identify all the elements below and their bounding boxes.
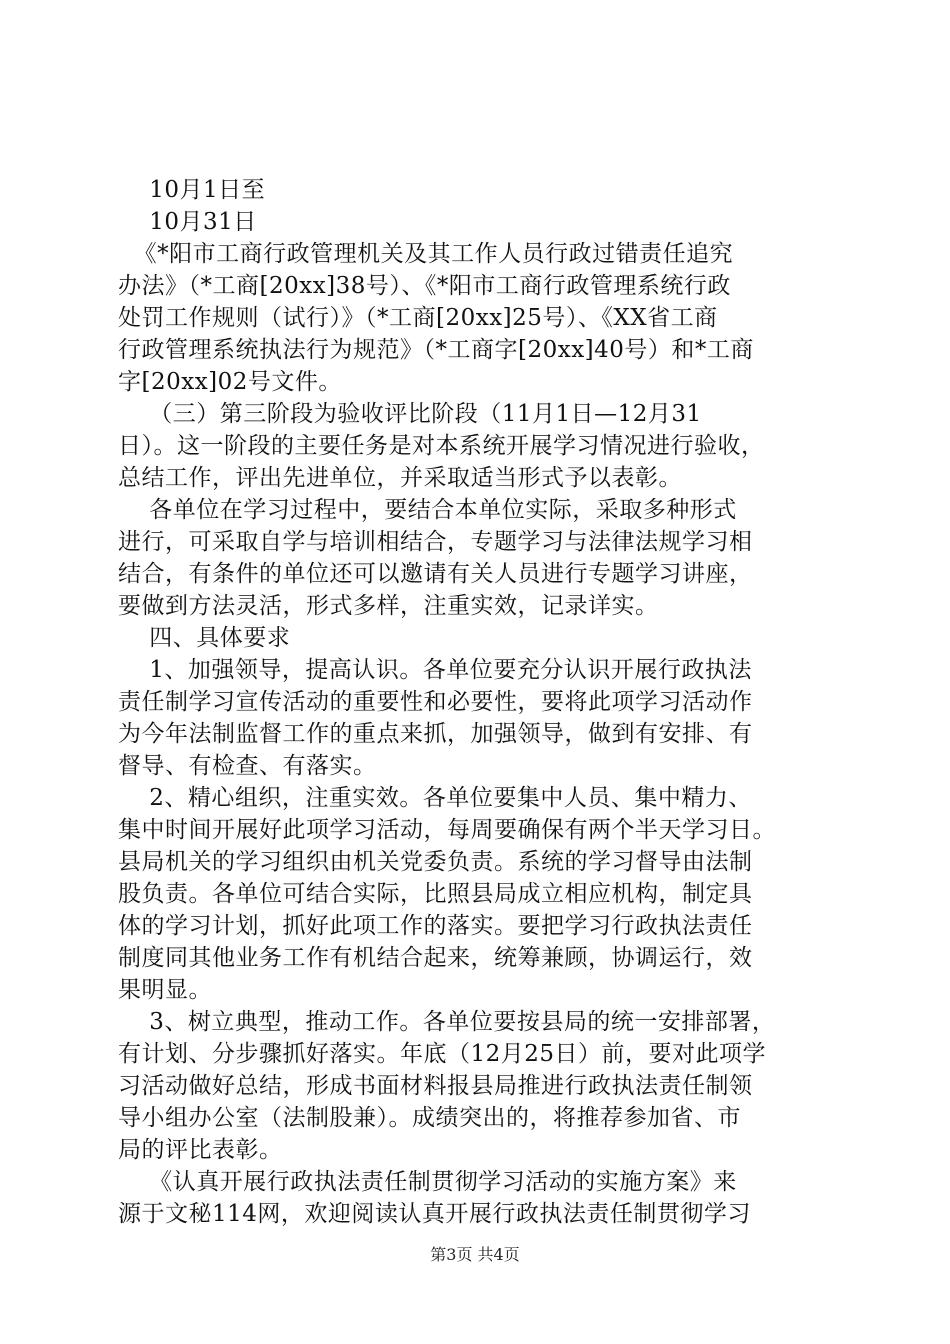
text-line: 《*阳市工商行政管理机关及其工作人员行政过错责任追究 [118,241,734,267]
text-line: 处罚工作规则（试行）》（*工商[20xx]25号）、《XX省工商 [118,305,718,331]
text-line: 《认真开展行政执法责任制贯彻学习活动的实施方案》来 [118,1169,737,1195]
page-number-footer: 第3页 共4页 [430,1245,520,1264]
text-line: 源于文秘114网，欢迎阅读认真开展行政执法责任制贯彻学习 [118,1201,751,1227]
text-line: 10月31日 [118,209,257,235]
section-heading: 四、具体要求 [118,625,291,651]
text-line: （三）第三阶段为验收评比阶段（11月1日—12月31 [118,401,702,427]
text-line: 习活动做好总结，形成书面材料报县局推进行政执法责任制领 [118,1073,753,1099]
text-line: 集中时间开展好此项学习活动，每周要确保有两个半天学习日。 [118,817,776,843]
text-line: 有计划、分步骤抓好落实。年底（12月25日）前，要对此项学 [118,1041,767,1067]
text-line: 2、精心组织，注重实效。各单位要集中人员、集中精力、 [118,785,752,811]
text-line: 1、加强领导，提高认识。各单位要充分认识开展行政执法 [118,657,752,683]
text-line: 制度同其他业务工作有机结合起来，统筹兼顾，协调运行，效 [118,945,753,971]
text-line: 结合，有条件的单位还可以邀请有关人员进行专题学习讲座， [118,561,753,587]
text-line: 为今年法制监督工作的重点来抓，加强领导，做到有安排、有 [118,721,753,747]
text-line: 督导、有检查、有落实。 [118,753,377,779]
text-line: 3、树立典型，推动工作。各单位要按县局的统一安排部署， [118,1009,776,1035]
text-line: 县局机关的学习组织由机关党委负责。系统的学习督导由法制 [118,849,753,875]
text-line: 要做到方法灵活，形式多样，注重实效，记录详实。 [118,593,659,619]
text-line: 责任制学习宣传活动的重要性和必要性，要将此项学习活动作 [118,689,753,715]
text-line: 行政管理系统执法行为规范》（*工商字[20xx]40号）和*工商 [118,337,754,363]
text-line: 日）。这一阶段的主要任务是对本系统开展学习情况进行验收， [118,433,765,459]
text-line: 局的评比表彰。 [118,1137,283,1163]
text-line: 字[20xx]02号文件。 [118,369,342,395]
text-line: 进行，可采取自学与培训相结合，专题学习与法律法规学习相 [118,529,753,555]
text-line: 办法》（*工商[20xx]38号）、《*阳市工商行政管理系统行政 [118,273,731,299]
text-line: 10月1日至 [118,177,266,203]
text-line: 导小组办公室（法制股兼）。成绩突出的，将推荐参加省、市 [118,1105,741,1131]
text-line: 果明显。 [118,977,212,1003]
text-line: 体的学习计划，抓好此项工作的落实。要把学习行政执法责任 [118,913,753,939]
text-line: 股负责。各单位可结合实际，比照县局成立相应机构，制定具 [118,881,753,907]
text-line: 各单位在学习过程中，要结合本单位实际，采取多种形式 [118,497,737,523]
document-body [118,174,838,1230]
text-line: 总结工作，评出先进单位，并采取适当形式予以表彰。 [118,465,682,491]
